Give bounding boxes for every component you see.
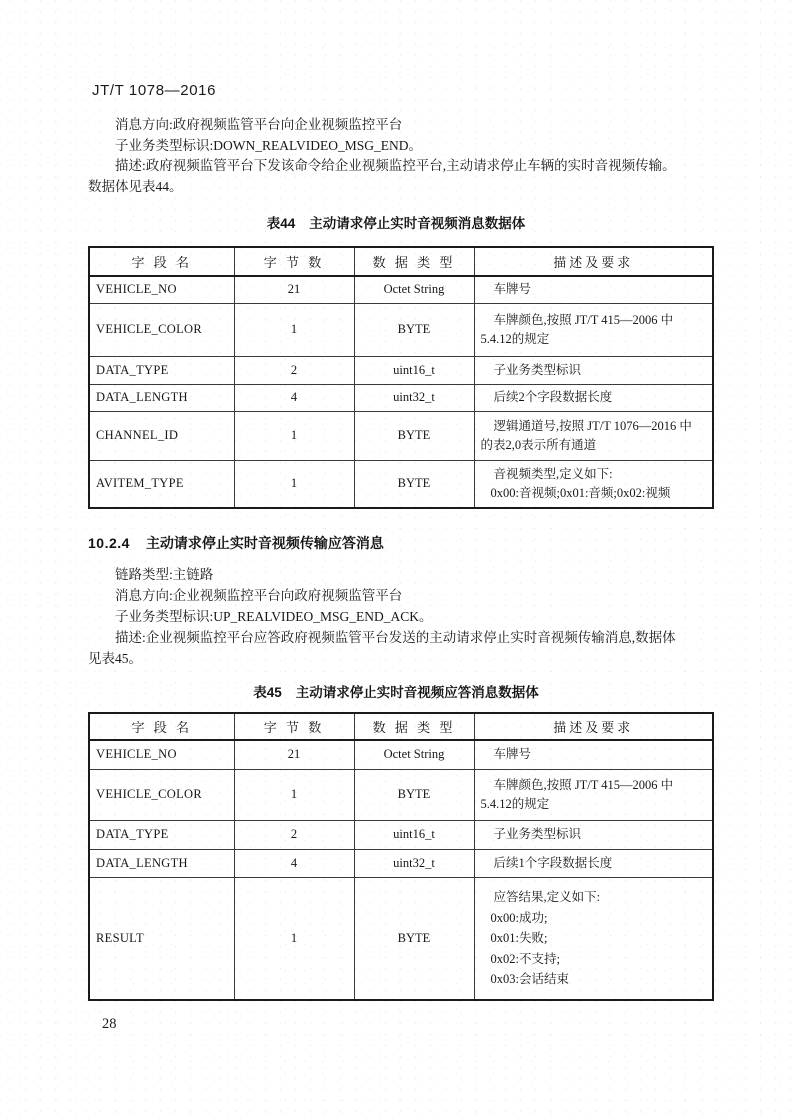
bytes-cell: 4 — [234, 384, 354, 411]
doc-standard-number: JT/T 1078—2016 — [92, 82, 217, 99]
paragraph-line: 描述:企业视频监控平台应答政府视频监管平台发送的主动请求停止实时音视频传输消息,数据体 — [115, 630, 676, 645]
table44-caption — [84, 212, 708, 232]
table-row — [89, 303, 713, 356]
desc-line: 0x00:音视频;0x01:音频;0x02:视频 — [490, 485, 671, 500]
desc-line: 后续2个字段数据长度 — [493, 390, 613, 404]
table45-caption — [84, 681, 708, 701]
bytes-cell: 4 — [234, 849, 354, 877]
table45 — [88, 712, 714, 1001]
header-cell-type: 数 据 类 型 — [354, 247, 474, 276]
bytes-cell: 21 — [234, 740, 354, 769]
table-row — [89, 384, 713, 411]
intro-paragraph — [88, 115, 676, 197]
section-paragraph — [88, 564, 676, 669]
paragraph-line: 见表45。 — [88, 651, 142, 666]
bytes-cell: 2 — [234, 820, 354, 849]
desc-cell — [474, 411, 713, 460]
desc-line: 0x02:不支持; — [490, 951, 560, 966]
table-header-row — [89, 247, 713, 276]
table-row — [89, 769, 713, 820]
table-row — [89, 460, 713, 508]
header-cell-field: 字 段 名 — [89, 713, 234, 740]
desc-line: 车牌号 — [493, 747, 532, 762]
field-cell: CHANNEL_ID — [89, 411, 234, 460]
field-cell: DATA_LENGTH — [89, 849, 234, 877]
desc-line: 后续1个字段数据长度 — [493, 855, 613, 870]
table-row — [89, 276, 713, 303]
table-row — [89, 740, 713, 769]
type-cell: uint32_t — [354, 849, 474, 877]
desc-line: 车牌号 — [493, 282, 532, 297]
desc-line: 0x01:失败; — [490, 931, 548, 945]
bytes-cell: 21 — [234, 276, 354, 303]
section-heading — [88, 533, 384, 553]
table-row — [89, 820, 713, 849]
table-row — [89, 356, 713, 384]
desc-line: 子业务类型标识 — [493, 362, 582, 377]
type-cell: Octet String — [354, 276, 474, 303]
type-cell: BYTE — [354, 411, 474, 460]
desc-cell — [474, 769, 713, 820]
desc-cell — [474, 303, 713, 356]
desc-line: 车牌颜色,按照 JT/T 415—2006 中 — [493, 777, 674, 792]
table44 — [88, 246, 714, 509]
desc-cell — [474, 740, 713, 769]
desc-line: 应答结果,定义如下: — [493, 890, 601, 904]
field-cell: VEHICLE_COLOR — [89, 769, 234, 820]
desc-cell — [474, 356, 713, 384]
header-cell-desc: 描述及要求 — [474, 247, 713, 276]
type-cell: uint16_t — [354, 356, 474, 384]
table45-caption-title: 主动请求停止实时音视频应答消息数据体 — [295, 685, 539, 700]
type-cell: BYTE — [354, 303, 474, 356]
type-cell: Octet String — [354, 740, 474, 769]
paragraph-line: 子业务类型标识:DOWN_REALVIDEO_MSG_END。 — [115, 137, 422, 153]
bytes-cell: 1 — [234, 303, 354, 356]
field-cell: AVITEM_TYPE — [89, 460, 234, 508]
field-cell: DATA_LENGTH — [89, 384, 234, 411]
type-cell: uint16_t — [354, 820, 474, 849]
desc-cell — [474, 820, 713, 849]
desc-cell — [474, 384, 713, 411]
header-cell-bytes: 字 节 数 — [234, 713, 354, 740]
paragraph-line: 数据体见表44。 — [88, 178, 183, 194]
desc-line: 0x00:成功; — [490, 910, 548, 925]
bytes-cell: 1 — [234, 877, 354, 1000]
desc-line: 音视频类型,定义如下: — [493, 466, 613, 481]
bytes-cell: 2 — [234, 356, 354, 384]
paragraph-line: 描述:政府视频监管平台下发该命令给企业视频监控平台,主动请求停止车辆的实时音视频传输。 — [115, 158, 676, 173]
desc-line: 逻辑通道号,按照 JT/T 1076—2016 中 — [493, 418, 692, 433]
field-cell: VEHICLE_COLOR — [89, 303, 234, 356]
desc-line: 5.4.12的规定 — [480, 796, 550, 811]
paragraph-line: 消息方向:政府视频监管平台向企业视频监控平台 — [115, 117, 403, 132]
table-header-row — [89, 713, 713, 740]
paragraph-line: 消息方向:企业视频监控平台向政府视频监管平台 — [115, 588, 403, 603]
table-row — [89, 411, 713, 460]
desc-cell — [474, 877, 713, 1000]
type-cell: BYTE — [354, 769, 474, 820]
desc-line: 的表2,0表示所有通道 — [480, 437, 597, 452]
type-cell: BYTE — [354, 877, 474, 1000]
table44-caption-title: 主动请求停止实时音视频消息数据体 — [309, 216, 526, 231]
header-cell-desc: 描述及要求 — [474, 713, 713, 740]
field-cell: VEHICLE_NO — [89, 740, 234, 769]
desc-cell — [474, 276, 713, 303]
desc-line: 5.4.12的规定 — [480, 331, 550, 346]
desc-cell — [474, 849, 713, 877]
table44-caption-label: 表44 — [266, 216, 296, 231]
field-cell: DATA_TYPE — [89, 820, 234, 849]
header-cell-field: 字 段 名 — [89, 247, 234, 276]
desc-line: 车牌颜色,按照 JT/T 415—2006 中 — [493, 312, 674, 327]
section-number: 10.2.4 — [88, 535, 130, 551]
table-row — [89, 877, 713, 1000]
field-cell: VEHICLE_NO — [89, 276, 234, 303]
header-cell-type: 数 据 类 型 — [354, 713, 474, 740]
paragraph-line: 子业务类型标识:UP_REALVIDEO_MSG_END_ACK。 — [115, 609, 433, 624]
header-cell-bytes: 字 节 数 — [234, 247, 354, 276]
field-cell: DATA_TYPE — [89, 356, 234, 384]
table45-caption-label: 表45 — [253, 685, 282, 700]
section-title: 主动请求停止实时音视频传输应答消息 — [145, 535, 384, 551]
desc-line: 0x03:会话结束 — [490, 972, 569, 986]
desc-cell — [474, 460, 713, 508]
bytes-cell: 1 — [234, 460, 354, 508]
desc-line: 子业务类型标识 — [493, 827, 582, 841]
type-cell: BYTE — [354, 460, 474, 508]
bytes-cell: 1 — [234, 769, 354, 820]
paragraph-line: 链路类型:主链路 — [115, 567, 214, 582]
type-cell: uint32_t — [354, 384, 474, 411]
field-cell: RESULT — [89, 877, 234, 1000]
bytes-cell: 1 — [234, 411, 354, 460]
page-number: 28 — [102, 1016, 117, 1032]
table-row — [89, 849, 713, 877]
